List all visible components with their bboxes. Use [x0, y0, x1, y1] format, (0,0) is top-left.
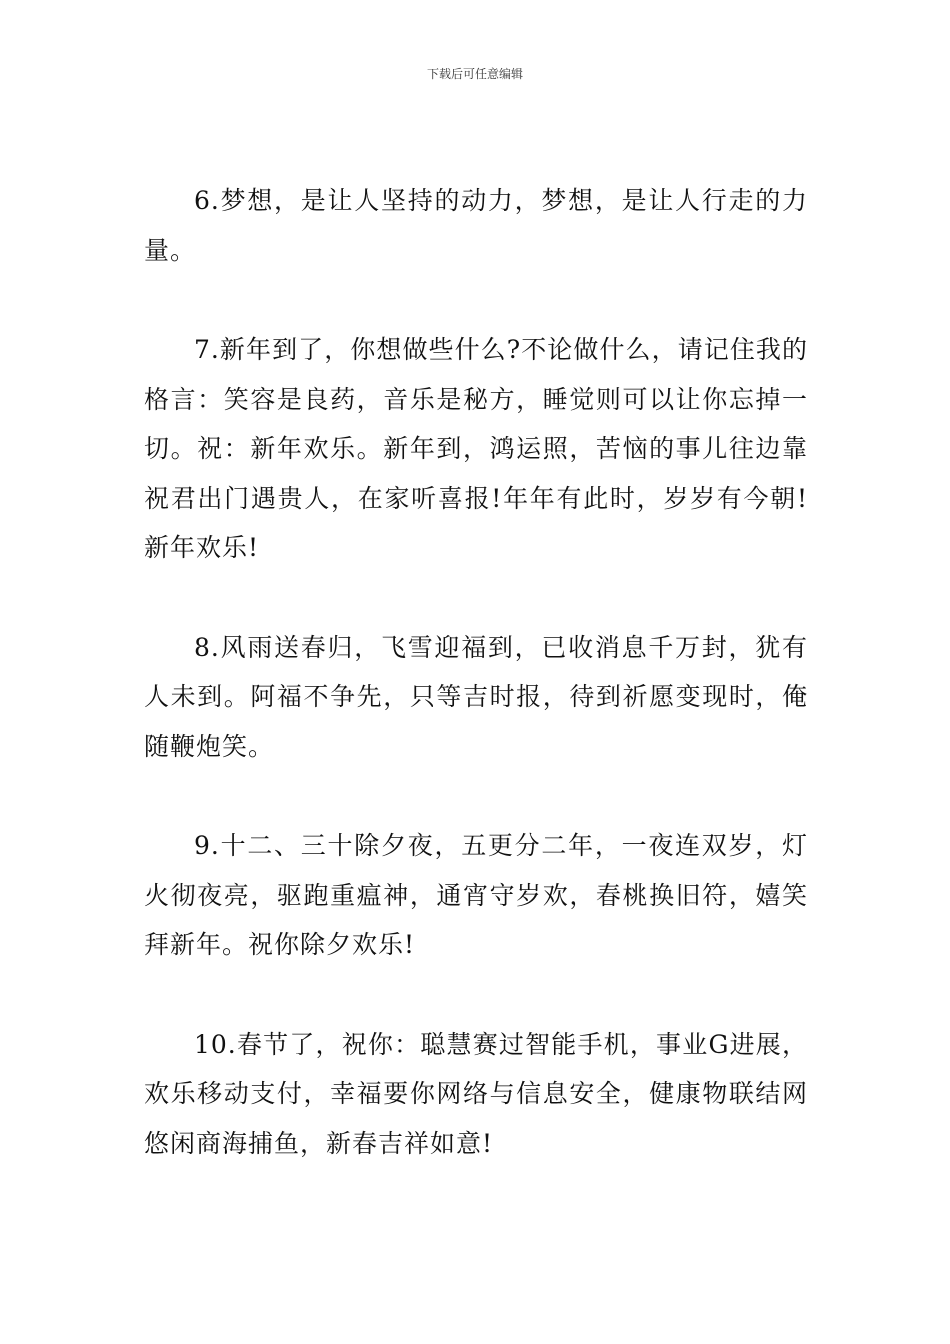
paragraph-7: 7.新年到了，你想做些什么?不论做什么，请记住我的格言：笑容是良药，音乐是秘方，睡觉则可以让你忘掉一切。祝：新年欢乐。新年到，鸿运照，苦恼的事儿往边靠祝君出门遇贵人，在家听喜报!年年有此时，岁岁有今朝!新年欢乐!: [144, 335, 808, 562]
paragraph-spacer: [144, 275, 808, 325]
paragraph-9: 9.十二、三十除夕夜，五更分二年，一夜连双岁，灯火彻夜亮，驱跑重瘟神，通宵守岁欢，春桃换旧符，嬉笑拜新年。祝你除夕欢乐!: [144, 831, 808, 959]
paragraph-8: 8.风雨送春归，飞雪迎福到，已收消息千万封，犹有人未到。阿福不争先，只等吉时报，待到祈愿变现时，俺随鞭炮笑。: [144, 632, 808, 761]
paragraph-spacer: [144, 970, 808, 1020]
paragraph-6: 6.梦想，是让人坚持的动力，梦想，是让人行走的力量。: [144, 186, 808, 265]
paragraph-spacer: [144, 573, 808, 623]
paragraph-10: 10.春节了，祝你：聪慧赛过智能手机，事业G进展，欢乐移动支付，幸福要你网络与信息安全，健康物联结网悠闲商海捕鱼，新春吉祥如意!: [144, 1029, 808, 1158]
page-header: 下载后可任意编辑: [426, 67, 523, 81]
paragraph-spacer: [144, 771, 808, 821]
document-body: [144, 176, 808, 1168]
